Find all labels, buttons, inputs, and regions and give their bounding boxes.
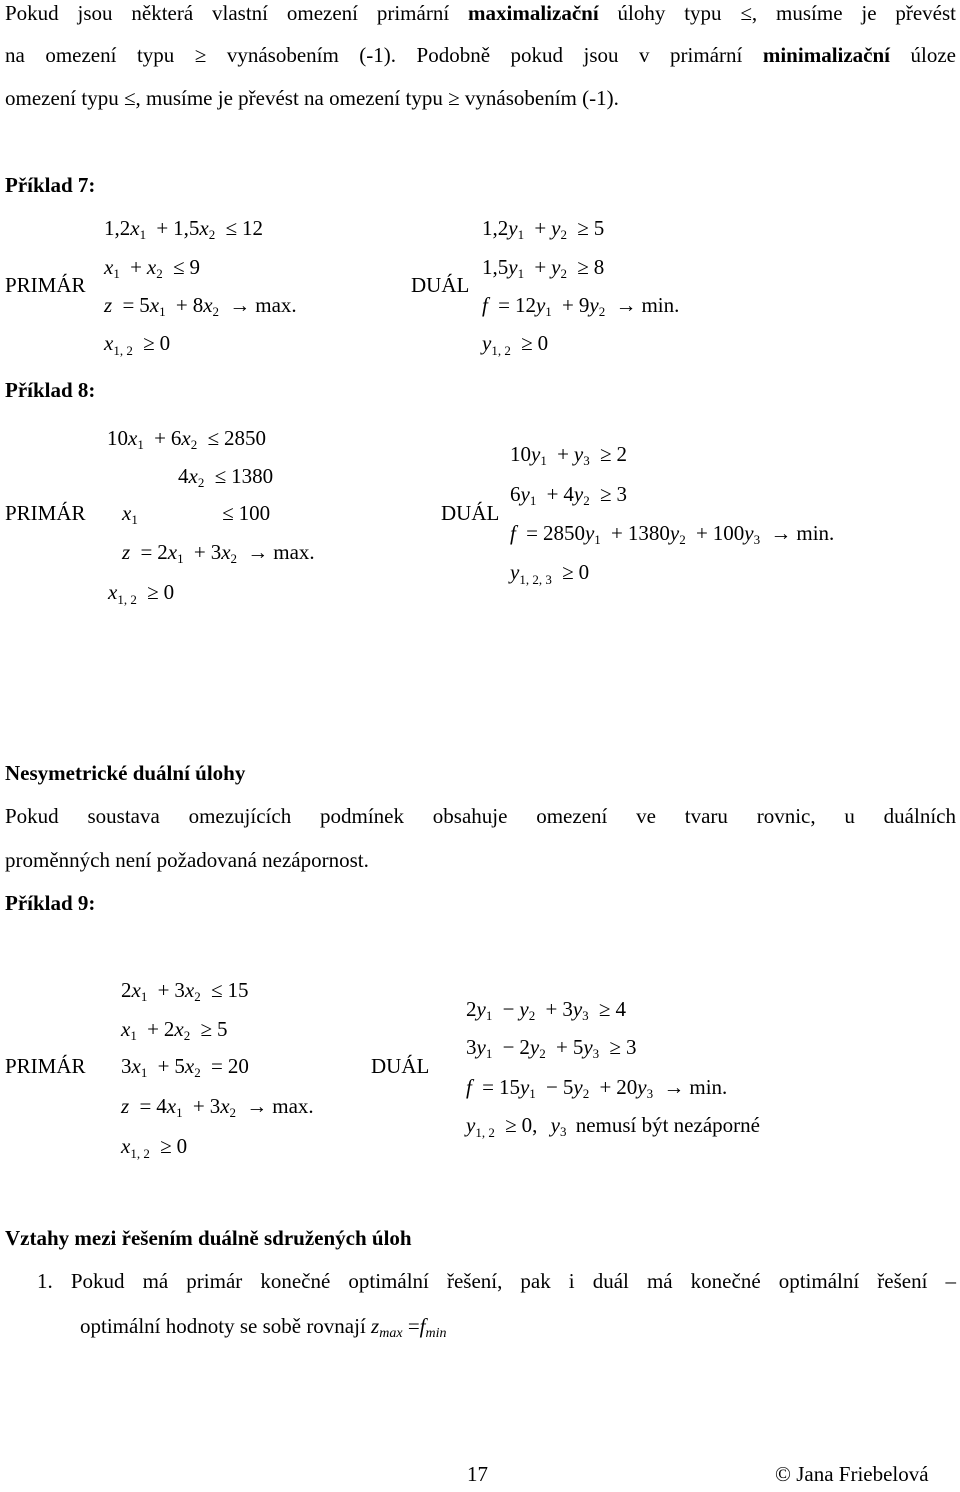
- ex9-primal-row-1: [121, 978, 249, 1009]
- operator: =: [402, 1314, 420, 1338]
- var: y: [519, 997, 529, 1021]
- var: x: [181, 426, 191, 450]
- intro-text: úloze: [890, 43, 957, 67]
- subscript: 1: [139, 227, 147, 242]
- var: x: [188, 464, 198, 488]
- subscript: 1: [529, 1086, 536, 1101]
- rhs: 100: [238, 501, 271, 525]
- var: y: [573, 1075, 583, 1099]
- subscript: 2: [598, 304, 606, 319]
- geq-symbol: ≥: [194, 43, 207, 67]
- subscript: 1, 2: [113, 343, 133, 358]
- subscript: 1: [137, 437, 144, 452]
- var: f: [419, 1314, 426, 1338]
- author-copyright: © Jana Friebelová: [775, 1462, 929, 1486]
- operator: =: [498, 293, 510, 317]
- var: x: [203, 293, 213, 317]
- ex7-dual-nonneg: [482, 331, 548, 363]
- subscript: 1: [517, 227, 525, 242]
- var: x: [174, 1017, 184, 1041]
- subscript: 1: [159, 304, 166, 319]
- rhs: 1380: [231, 464, 274, 488]
- goal: min.: [689, 1075, 728, 1099]
- rhs: 0: [159, 331, 171, 355]
- relations-heading: Vztahy mezi řešením duálně sdružených úloh: [5, 1226, 412, 1250]
- operator: +: [562, 293, 574, 317]
- ex8-dual-row-2: [510, 482, 627, 513]
- var: y: [551, 216, 561, 240]
- coef: 12: [514, 293, 536, 317]
- var: y: [744, 521, 754, 545]
- var: y: [572, 997, 583, 1021]
- arrow-icon: →: [247, 540, 269, 564]
- rhs: 5: [217, 1017, 228, 1041]
- ex8-primal-row-1: [107, 426, 266, 457]
- coef: 6: [170, 426, 182, 450]
- subscript: 1: [545, 304, 552, 319]
- subscript: 2: [539, 1046, 546, 1061]
- subscript: 1: [540, 453, 547, 468]
- var: y: [637, 1075, 647, 1099]
- subscript: 2: [197, 475, 205, 490]
- var: y: [551, 255, 561, 279]
- coef: 100: [712, 521, 745, 545]
- coef: 3: [174, 978, 185, 1002]
- asym-heading: Nesymetrické duální úlohy: [5, 761, 246, 785]
- coef: 1,5: [173, 216, 200, 240]
- subscript: 2: [560, 266, 567, 281]
- var: y: [519, 1075, 530, 1099]
- subscript: 2: [194, 989, 201, 1004]
- intro-bold-max: maximalizační: [468, 1, 599, 25]
- coef: 2: [163, 1017, 175, 1041]
- rhs: 15: [227, 978, 249, 1002]
- dual-label: DUÁL: [371, 1054, 430, 1078]
- rhs: 2850: [224, 426, 267, 450]
- intro-line-3: [5, 88, 619, 109]
- operator: +: [193, 540, 206, 564]
- subscript: 3: [646, 1086, 654, 1101]
- var: y: [529, 1035, 540, 1059]
- intro-text: Pokud jsou některá vlastní omezení primární: [5, 1, 469, 25]
- operator: =: [122, 293, 135, 317]
- operator: +: [611, 521, 623, 545]
- note: nemusí být nezáporné: [575, 1113, 760, 1137]
- var: x: [131, 1054, 141, 1078]
- relation: ≤: [214, 464, 227, 488]
- rhs: 20: [227, 1054, 249, 1078]
- subscript: 1, 2: [475, 1125, 495, 1140]
- rhs: 5: [593, 216, 605, 240]
- rhs: 0: [163, 580, 175, 604]
- ex7-primal-nonneg: [104, 331, 170, 363]
- coef: 2: [466, 997, 477, 1021]
- operator: −: [502, 997, 515, 1021]
- var: x: [166, 1094, 177, 1118]
- rhs: 3: [625, 1035, 637, 1059]
- example-7-heading: Příklad 7:: [5, 173, 96, 197]
- var: y: [466, 1113, 476, 1137]
- arrow-icon: →: [615, 293, 637, 317]
- var: y: [520, 482, 530, 506]
- var: y: [573, 482, 584, 506]
- operator: +: [557, 442, 569, 466]
- relation: =: [211, 1054, 223, 1078]
- ex9-dual-objective: [466, 1075, 727, 1106]
- operator: −: [502, 1035, 515, 1059]
- intro-line-1: [5, 3, 956, 24]
- goal: max.: [272, 1094, 314, 1118]
- ex8-primal-row-2: [178, 464, 273, 495]
- var: y: [669, 521, 680, 545]
- operator: +: [192, 1094, 205, 1118]
- ex7-primal-row-2: [104, 255, 200, 286]
- subscript: 1, 2: [130, 1146, 150, 1161]
- subscript: 2: [212, 304, 220, 319]
- coef: 2: [157, 540, 168, 564]
- subscript: 3: [753, 532, 761, 547]
- subscript: 2: [229, 1105, 237, 1120]
- subscript: 1, 2, 3: [519, 572, 552, 587]
- primal-label: PRIMÁR: [5, 273, 86, 297]
- geq-symbol: ≥: [448, 86, 460, 110]
- ex9-primal-nonneg: [121, 1134, 187, 1166]
- intro-text: omezení typu: [5, 86, 124, 110]
- coef: 3: [466, 1035, 477, 1059]
- relation: ≥: [577, 255, 589, 279]
- coef: 4: [178, 464, 189, 488]
- coef: 6: [510, 482, 521, 506]
- operator: +: [695, 521, 708, 545]
- subscript: 1: [140, 1065, 148, 1080]
- relation: ≥: [562, 560, 574, 584]
- subscript: 2: [528, 1008, 536, 1023]
- coef: 5: [139, 293, 150, 317]
- ex7-primal-objective: [104, 293, 297, 324]
- var: y: [550, 1113, 560, 1137]
- operator: +: [534, 255, 547, 279]
- coef: 1,2: [104, 216, 131, 240]
- rhs: 0: [578, 560, 590, 584]
- ex9-dual-row-2: [466, 1035, 636, 1066]
- relation: ≥: [600, 442, 612, 466]
- var: f: [482, 293, 488, 317]
- subscript: 2: [583, 493, 590, 508]
- var: y: [583, 1035, 593, 1059]
- ex9-primal-objective: [121, 1094, 314, 1125]
- relation: ≥: [200, 1017, 213, 1041]
- ex7-dual-objective: [482, 293, 679, 324]
- asym-paragraph-line-1: Pokud soustava omezujících podmínek obsahuje omezení ve tvaru rovnic, u duálních: [5, 804, 956, 828]
- var: x: [184, 1054, 195, 1078]
- subscript: 3: [583, 453, 590, 468]
- coef: 1,5: [482, 255, 509, 279]
- intro-text: , musíme je převést na omezení typu: [135, 86, 449, 110]
- subscript: 2: [582, 1086, 590, 1101]
- ex9-primal-row-3: [121, 1054, 249, 1085]
- var: x: [128, 426, 138, 450]
- coef: 2: [121, 978, 132, 1002]
- coef: 3: [121, 1054, 132, 1078]
- subscript: 1: [176, 1105, 183, 1120]
- operator: +: [157, 978, 170, 1002]
- subscript: 1: [529, 493, 537, 508]
- goal: max.: [273, 540, 315, 564]
- rhs: 0: [537, 331, 549, 355]
- intro-text: , musíme je převést: [751, 1, 957, 25]
- var: y: [482, 331, 492, 355]
- relations-item-1-line-2: [80, 1316, 447, 1344]
- ex9-primal-row-2: [121, 1017, 228, 1048]
- relations-text: optimální hodnoty se sobě rovnají: [80, 1314, 372, 1338]
- ex8-dual-nonneg: [510, 560, 589, 592]
- var: y: [584, 521, 595, 545]
- var: f: [510, 521, 516, 545]
- relation: ≥: [598, 997, 611, 1021]
- var: y: [476, 1035, 486, 1059]
- var: y: [508, 216, 518, 240]
- var: y: [589, 293, 599, 317]
- coef: 2: [519, 1035, 530, 1059]
- subscript: 1: [113, 266, 120, 281]
- dual-label: DUÁL: [411, 273, 470, 297]
- coef: 9: [578, 293, 590, 317]
- operator: +: [546, 482, 559, 506]
- operator: =: [140, 540, 153, 564]
- relation: ≥: [143, 331, 155, 355]
- relation: ≤: [211, 978, 223, 1002]
- operator: +: [130, 255, 142, 279]
- var: x: [121, 1134, 131, 1158]
- intro-line-2: [5, 45, 956, 66]
- relation: ≤: [225, 216, 238, 240]
- var: z: [104, 293, 113, 317]
- var: x: [122, 501, 132, 525]
- coef: 5: [174, 1054, 185, 1078]
- operator: +: [157, 1054, 170, 1078]
- relation: ≤: [207, 426, 220, 450]
- subscript: min: [425, 1326, 447, 1341]
- var: y: [510, 560, 520, 584]
- operator: +: [154, 426, 166, 450]
- var: x: [220, 1094, 230, 1118]
- operator: =: [526, 521, 538, 545]
- rhs: 0: [176, 1134, 188, 1158]
- var: z: [121, 1094, 130, 1118]
- rhs: 9: [189, 255, 201, 279]
- coef: 1380: [627, 521, 670, 545]
- relations-item-1-line-1: 1. Pokud má primár konečné optimální řešení, pak i duál má konečné optimální řešení –: [37, 1269, 956, 1293]
- subscript: 2: [560, 227, 567, 242]
- arrow-icon: →: [229, 293, 251, 317]
- goal: max.: [255, 293, 297, 317]
- subscript: 3: [582, 1008, 589, 1023]
- ex8-primal-nonneg: [108, 580, 174, 612]
- subscript: 3: [559, 1124, 567, 1139]
- rhs: 2: [616, 442, 628, 466]
- rhs: 0,: [521, 1113, 538, 1137]
- operator: +: [599, 1075, 612, 1099]
- arrow-icon: →: [663, 1075, 685, 1099]
- subscript: 3: [592, 1046, 600, 1061]
- ex7-primal-row-1: [104, 216, 263, 247]
- relation: ≤: [173, 255, 185, 279]
- intro-text: úlohy typu: [598, 1, 741, 25]
- relation: ≥: [521, 331, 533, 355]
- subscript: 1: [485, 1046, 493, 1061]
- coef: 2850: [542, 521, 585, 545]
- relation: ≥: [147, 580, 159, 604]
- subscript: 1: [131, 512, 138, 527]
- relation: ≥: [160, 1134, 172, 1158]
- coef: 5: [562, 1075, 574, 1099]
- arrow-icon: →: [246, 1094, 268, 1118]
- goal: min.: [796, 521, 835, 545]
- intro-bold-min: minimalizační: [762, 43, 891, 67]
- var: y: [508, 255, 518, 279]
- primal-label: PRIMÁR: [5, 501, 86, 525]
- var: x: [184, 978, 195, 1002]
- goal: min.: [641, 293, 680, 317]
- subscript: 2: [208, 227, 216, 242]
- subscript: 2: [230, 551, 238, 566]
- operator: +: [156, 216, 169, 240]
- relation: ≥: [505, 1113, 517, 1137]
- page-number: 17: [467, 1462, 488, 1486]
- ex8-primal-objective: [122, 540, 315, 571]
- var: x: [131, 978, 141, 1002]
- ex8-dual-row-1: [510, 442, 627, 473]
- primal-label: PRIMÁR: [5, 1054, 86, 1078]
- var: x: [108, 580, 118, 604]
- subscript: 2: [156, 266, 163, 281]
- dual-label: DUÁL: [441, 501, 500, 525]
- relation: ≥: [600, 482, 612, 506]
- coef: 20: [616, 1075, 638, 1099]
- example-8-heading: Příklad 8:: [5, 378, 96, 402]
- subscript: 1: [517, 266, 525, 281]
- ex8-dual-objective: [510, 521, 834, 552]
- ex8-primal-row-3: [122, 501, 270, 532]
- coef: 10: [107, 426, 128, 450]
- var: z: [122, 540, 131, 564]
- operator: =: [139, 1094, 152, 1118]
- relation: ≥: [609, 1035, 621, 1059]
- coef: 3: [562, 997, 573, 1021]
- var: f: [466, 1075, 472, 1099]
- operator: =: [482, 1075, 494, 1099]
- intro-text: vynásobením (-1). Podobně pokud jsou v primární: [206, 43, 763, 67]
- rhs: 4: [615, 997, 626, 1021]
- operator: +: [545, 997, 558, 1021]
- subscript: 1: [177, 551, 184, 566]
- var: x: [199, 216, 209, 240]
- operator: −: [546, 1075, 558, 1099]
- subscript: 1, 2: [117, 592, 137, 607]
- operator: +: [147, 1017, 159, 1041]
- relation: ≤: [222, 501, 234, 525]
- var: x: [167, 540, 178, 564]
- subscript: 1, 2: [491, 343, 511, 358]
- subscript: 2: [679, 532, 686, 547]
- subscript: 1: [130, 1028, 137, 1043]
- rhs: 3: [616, 482, 628, 506]
- relation: ≥: [577, 216, 589, 240]
- leq-symbol: ≤: [123, 86, 136, 110]
- subscript: 2: [183, 1028, 191, 1043]
- ex9-dual-nonneg: [466, 1113, 760, 1145]
- subscript: 1: [485, 1008, 493, 1023]
- var: x: [149, 293, 160, 317]
- asym-paragraph-line-2: proměnných není požadovaná nezápornost.: [5, 848, 369, 872]
- intro-text: vynásobením (-1).: [459, 86, 619, 110]
- coef: 3: [210, 540, 222, 564]
- coef: 5: [572, 1035, 584, 1059]
- var: y: [535, 293, 546, 317]
- coef: 8: [192, 293, 204, 317]
- coef: 10: [510, 442, 531, 466]
- subscript: 2: [190, 437, 198, 452]
- coef: 15: [498, 1075, 520, 1099]
- var: x: [130, 216, 140, 240]
- example-9-heading: Příklad 9:: [5, 891, 96, 915]
- subscript: 2: [194, 1065, 201, 1080]
- operator: +: [534, 216, 547, 240]
- arrow-icon: →: [770, 521, 792, 545]
- coef: 3: [209, 1094, 221, 1118]
- ex7-dual-row-2: [482, 255, 604, 286]
- subscript: 1: [140, 989, 148, 1004]
- operator: +: [556, 1035, 568, 1059]
- subscript: 1: [594, 532, 601, 547]
- var: y: [573, 442, 584, 466]
- var: x: [121, 1017, 131, 1041]
- ex9-dual-row-1: [466, 997, 626, 1028]
- var: y: [531, 442, 541, 466]
- rhs: 8: [593, 255, 605, 279]
- operator: +: [175, 293, 188, 317]
- var: z: [371, 1314, 380, 1338]
- leq-symbol: ≤: [740, 1, 752, 25]
- subscript: max: [379, 1326, 403, 1341]
- var: x: [221, 540, 231, 564]
- coef: 4: [563, 482, 574, 506]
- rhs: 12: [242, 216, 264, 240]
- intro-text: na omezení typu: [5, 43, 195, 67]
- var: y: [476, 997, 486, 1021]
- coef: 1,2: [482, 216, 509, 240]
- var: x: [146, 255, 157, 279]
- var: x: [104, 255, 114, 279]
- ex7-dual-row-1: [482, 216, 604, 247]
- var: x: [104, 331, 114, 355]
- coef: 4: [156, 1094, 167, 1118]
